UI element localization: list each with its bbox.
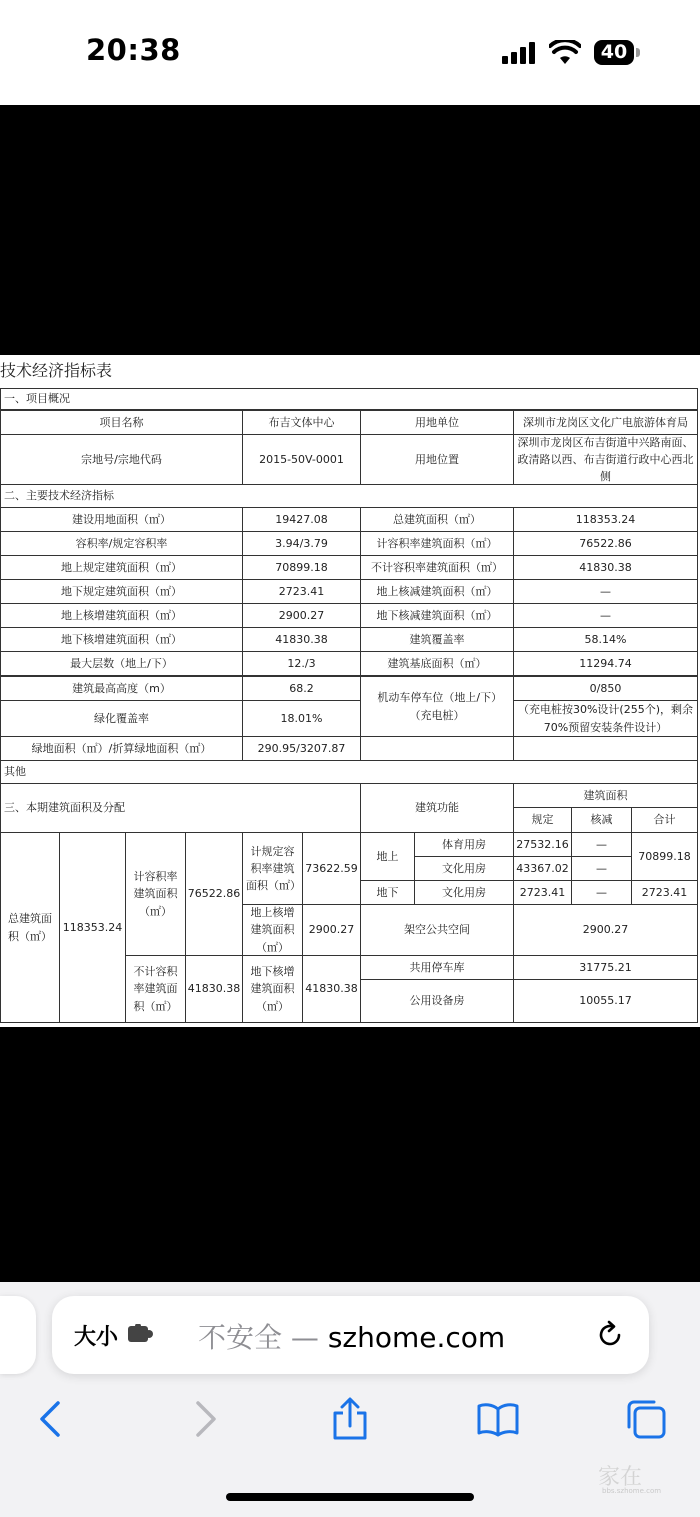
- watermark-logo: 家在: [598, 1465, 643, 1490]
- green-area-value: 290.95/3207.87: [242, 736, 361, 761]
- greening-value: 18.01%: [242, 700, 361, 737]
- wifi-icon: [549, 40, 581, 66]
- sports-reduced: —: [571, 832, 632, 857]
- indicator-label: 地上核增建筑面积（㎡）: [0, 603, 243, 628]
- indicator-value: 3.94/3.79: [242, 531, 361, 556]
- location-label: 用地位置: [360, 434, 514, 485]
- height-label: 建筑最高高度（m）: [0, 676, 243, 701]
- utility-label: 公用设备房: [360, 979, 514, 1023]
- far-area-value: 76522.86: [185, 832, 243, 956]
- indicator-label: 建设用地面积（㎡）: [0, 507, 243, 532]
- previous-tab-peek[interactable]: [0, 1296, 36, 1374]
- project-name-value: 布吉文体中心: [242, 410, 361, 435]
- above-total: 70899.18: [631, 832, 698, 881]
- document-image: [0, 355, 700, 1027]
- parcel-code-label: 宗地号/宗地代码: [0, 434, 243, 485]
- green-area-label: 绿地面积（㎡）/折算绿地面积（㎡）: [0, 736, 243, 761]
- indicator-value: 70899.18: [242, 555, 361, 580]
- indicator-label: 计容积率建筑面积（㎡）: [360, 531, 514, 556]
- url-domain: szhome.com: [327, 1321, 506, 1354]
- indicator-value: 118353.24: [513, 507, 698, 532]
- overhead-space-label: 架空公共空间: [360, 904, 514, 956]
- area-header: 建筑面积: [513, 783, 698, 808]
- indicator-value: 19427.08: [242, 507, 361, 532]
- home-indicator: [226, 1493, 474, 1501]
- planned-far-value: 73622.59: [302, 832, 361, 905]
- insecure-label: 不安全 —: [198, 1321, 328, 1354]
- indicator-value: 58.14%: [513, 627, 698, 652]
- above-increase-label: 地上核增建筑面积（㎡）: [242, 904, 303, 956]
- forward-icon[interactable]: [182, 1397, 226, 1441]
- above-increase-value: 2900.27: [302, 904, 361, 956]
- indicator-value: 2900.27: [242, 603, 361, 628]
- culture-reduced: —: [571, 856, 632, 881]
- sports-planned: 27532.16: [513, 832, 572, 857]
- non-far-label: 不计容积率建筑面积（㎡）: [125, 955, 186, 1023]
- indicator-label: 不计容积率建筑面积（㎡）: [360, 555, 514, 580]
- indicator-label: 地下规定建筑面积（㎡）: [0, 579, 243, 604]
- total-area-label: 总建筑面积（㎡）: [0, 832, 60, 1023]
- indicator-value: 12./3: [242, 651, 361, 676]
- height-value: 68.2: [242, 676, 361, 701]
- indicator-label: 建筑覆盖率: [360, 627, 514, 652]
- indicator-label: 容积率/规定容积率: [0, 531, 243, 556]
- section-indicators: 二、主要技术经济指标: [0, 484, 698, 508]
- section-overview: 一、项目概况: [0, 388, 698, 410]
- indicator-label: 建筑基底面积（㎡）: [360, 651, 514, 676]
- status-time: 20:38: [86, 33, 181, 67]
- culture-label: 文化用房: [414, 856, 514, 881]
- planned-far-label: 计规定容积率建筑面积（㎡）: [242, 832, 303, 905]
- non-far-value: 41830.38: [185, 955, 243, 1023]
- col-planned: 规定: [513, 807, 572, 833]
- indicator-value: —: [513, 603, 698, 628]
- garage-label: 共用停车库: [360, 955, 514, 980]
- below-ground-label: 地下: [360, 880, 415, 905]
- indicator-label: 地上规定建筑面积（㎡）: [0, 555, 243, 580]
- watermark-url: bbs.szhome.com: [602, 1487, 662, 1495]
- utility-value: 10055.17: [513, 979, 698, 1023]
- indicator-value: 41830.38: [513, 555, 698, 580]
- project-name-label: 项目名称: [0, 410, 243, 435]
- indicator-value: 41830.38: [242, 627, 361, 652]
- share-icon[interactable]: [328, 1397, 372, 1441]
- browser-toolbar: [0, 1282, 700, 1517]
- indicator-label: 最大层数（地上/下）: [0, 651, 243, 676]
- address-bar[interactable]: [52, 1296, 649, 1374]
- below-increase-label: 地下核增建筑面积（㎡）: [242, 955, 303, 1023]
- status-bar: [0, 0, 700, 105]
- above-ground-label: 地上: [360, 832, 415, 881]
- land-user-value: 深圳市龙岗区文化广电旅游体育局: [513, 410, 698, 435]
- table-title: 技术经济指标表: [0, 361, 113, 380]
- ug-culture-planned: 2723.41: [513, 880, 572, 905]
- indicator-value: 11294.74: [513, 651, 698, 676]
- overhead-space-value: 2900.27: [513, 904, 698, 956]
- below-increase-value: 41830.38: [302, 955, 361, 1023]
- black-region-bottom: [0, 1027, 700, 1282]
- url-display[interactable]: [198, 1316, 505, 1356]
- ug-culture-reduced: —: [571, 880, 632, 905]
- culture-planned: 43367.02: [513, 856, 572, 881]
- section-allocation: 三、本期建筑面积及分配: [0, 783, 361, 833]
- parking-value: 0/850: [513, 676, 698, 701]
- indicator-value: 2723.41: [242, 579, 361, 604]
- section-other: 其他: [0, 760, 698, 784]
- greening-label: 绿化覆盖率: [0, 700, 243, 737]
- col-total: 合计: [631, 807, 698, 833]
- total-area-value: 118353.24: [59, 832, 126, 1023]
- parking-label: 机动车停车位（地上/下）（充电桩）: [360, 676, 514, 737]
- ug-culture-label: 文化用房: [414, 880, 514, 905]
- cellular-signal-icon: [502, 42, 536, 64]
- land-user-label: 用地单位: [360, 410, 514, 435]
- indicator-label: 地下核增建筑面积（㎡）: [0, 627, 243, 652]
- indicator-value: 76522.86: [513, 531, 698, 556]
- indicator-label: 地下核减建筑面积（㎡）: [360, 603, 514, 628]
- empty-cell: [360, 736, 514, 761]
- function-header: 建筑功能: [360, 783, 514, 833]
- empty-cell: [513, 736, 698, 761]
- battery-tip: [636, 48, 640, 57]
- back-icon[interactable]: [30, 1397, 74, 1441]
- parcel-code-value: 2015-50V-0001: [242, 434, 361, 485]
- page-format-button[interactable]: 大小: [74, 1325, 119, 1350]
- tech-econ-table: [0, 388, 698, 1023]
- battery-icon: 40: [594, 40, 634, 65]
- black-region-top: [0, 105, 700, 355]
- sports-label: 体育用房: [414, 832, 514, 857]
- indicator-label: 地上核减建筑面积（㎡）: [360, 579, 514, 604]
- tabs-icon[interactable]: [624, 1397, 668, 1441]
- reload-icon[interactable]: [595, 1320, 625, 1350]
- col-reduced: 核减: [571, 807, 632, 833]
- parking-note: （充电桩按30%设计(255个)，剩余70%预留安装条件设计）: [513, 700, 698, 737]
- indicator-value: —: [513, 579, 698, 604]
- location-value: 深圳市龙岗区布吉街道中兴路南面、政清路以西、布吉街道行政中心西北侧: [513, 434, 698, 485]
- far-area-label: 计容积率建筑面积（㎡）: [125, 832, 186, 956]
- indicator-label: 总建筑面积（㎡）: [360, 507, 514, 532]
- extension-puzzle-icon[interactable]: [128, 1324, 154, 1344]
- garage-value: 31775.21: [513, 955, 698, 980]
- ug-culture-total: 2723.41: [631, 880, 698, 905]
- bookmarks-icon[interactable]: [476, 1397, 520, 1441]
